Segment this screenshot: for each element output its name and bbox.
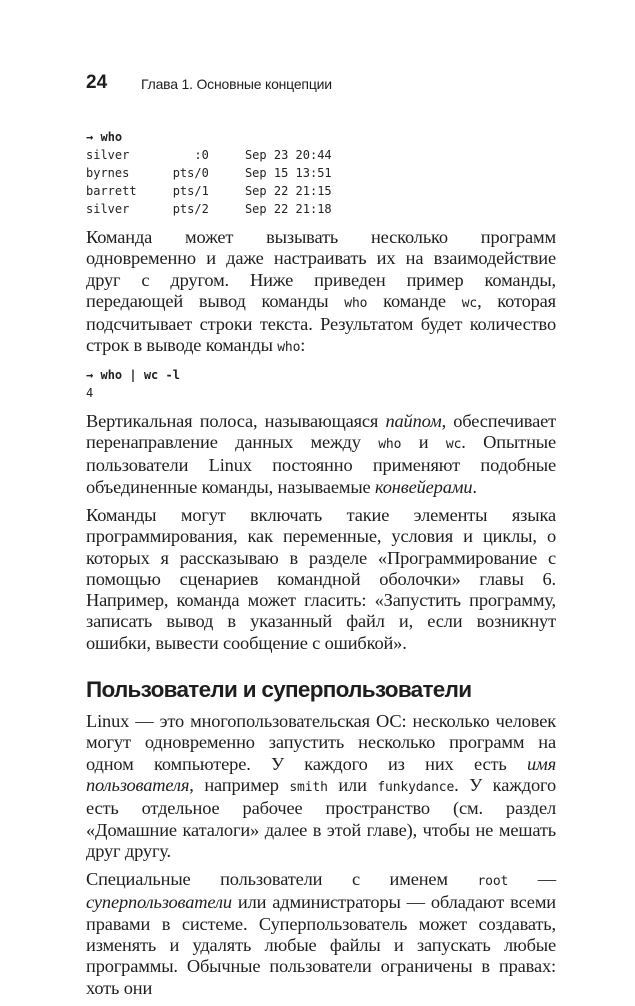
output-line: silver pts/2 Sep 22 21:18 xyxy=(86,202,332,216)
output-line: barrett pts/1 Sep 22 21:15 xyxy=(86,184,332,198)
page-number: 24 xyxy=(86,72,108,93)
emphasis: имя пользователя xyxy=(86,753,556,795)
command-text: who xyxy=(100,130,123,144)
command-text: who | wc -l xyxy=(100,367,180,382)
inline-code: wc xyxy=(461,295,478,311)
emphasis: пайпом xyxy=(385,410,442,431)
page-content xyxy=(86,128,556,1006)
code-block-who xyxy=(86,128,556,218)
paragraph-pipe: Вертикальная полоса, называющаяся пайпом, обеспечивает перенаправление данных между who и wc. Опытные пользователи Linux постоянно применяют подобные объединенные команды, называемые конвейерами. xyxy=(86,410,556,497)
inline-code: funkydance xyxy=(377,779,455,795)
chapter-title: Глава 1. Основные концепции xyxy=(141,76,332,92)
output-line: silver :0 Sep 23 20:44 xyxy=(86,148,332,162)
prompt-arrow: → xyxy=(86,130,94,144)
inline-code: wc xyxy=(445,437,462,453)
inline-code: root xyxy=(477,874,509,890)
prompt-arrow: → xyxy=(86,367,94,382)
emphasis: конвейерами xyxy=(375,476,473,497)
inline-code: who xyxy=(344,295,368,311)
code-block-pipe xyxy=(86,366,556,402)
running-header xyxy=(86,72,556,102)
paragraph-superuser: Специальные пользователи с именем root — суперпользователи или администраторы — обладают всеми правами в системе. Суперпользователь может создавать, изменять и удалять любые файлы и запускать любые программы. Обычные пользователи ограничены в правах: хоть они xyxy=(86,869,556,998)
output-line: 4 xyxy=(86,385,94,400)
paragraph-pipeline-intro: Команда может вызывать несколько программ одновременно и даже настраивать их на взаимодействие друг с другом. Ниже приведен пример команды, передающей вывод команды who команде wc, которая подсчитывает строки текста. Результатом будет количество строк в выводе команды who: xyxy=(86,227,556,356)
book-page xyxy=(86,0,556,1000)
inline-code: who xyxy=(277,340,301,356)
output-line: byrnes pts/0 Sep 15 13:51 xyxy=(86,166,332,180)
section-heading: Пользователи и суперпользователи xyxy=(86,677,472,703)
paragraph-multiuser: Linux — это многопользовательская ОС: несколько человек могут одновременно запустить несколько программ на одном компьютере. У каждого из них есть имя пользователя, например smith или funkydance. У каждого есть отдельное рабочее пространство (см. раздел «Домашние каталоги» далее в этой главе), чтобы не мешать друг другу. xyxy=(86,711,556,861)
inline-code: who xyxy=(378,437,402,453)
emphasis: суперпользователи xyxy=(86,892,232,913)
inline-code: smith xyxy=(289,779,328,795)
paragraph-programming: Команды могут включать такие элементы языка программирования, как переменные, условия и циклы, о которых я рассказываю в разделе «Программирование с помощью сценариев командной оболочки» главы 6. Например, команда может гласить: «Запустить программу, записать вывод в указанный файл и, если возникнут ошибки, вывести сообщение с ошибкой». xyxy=(86,504,556,653)
